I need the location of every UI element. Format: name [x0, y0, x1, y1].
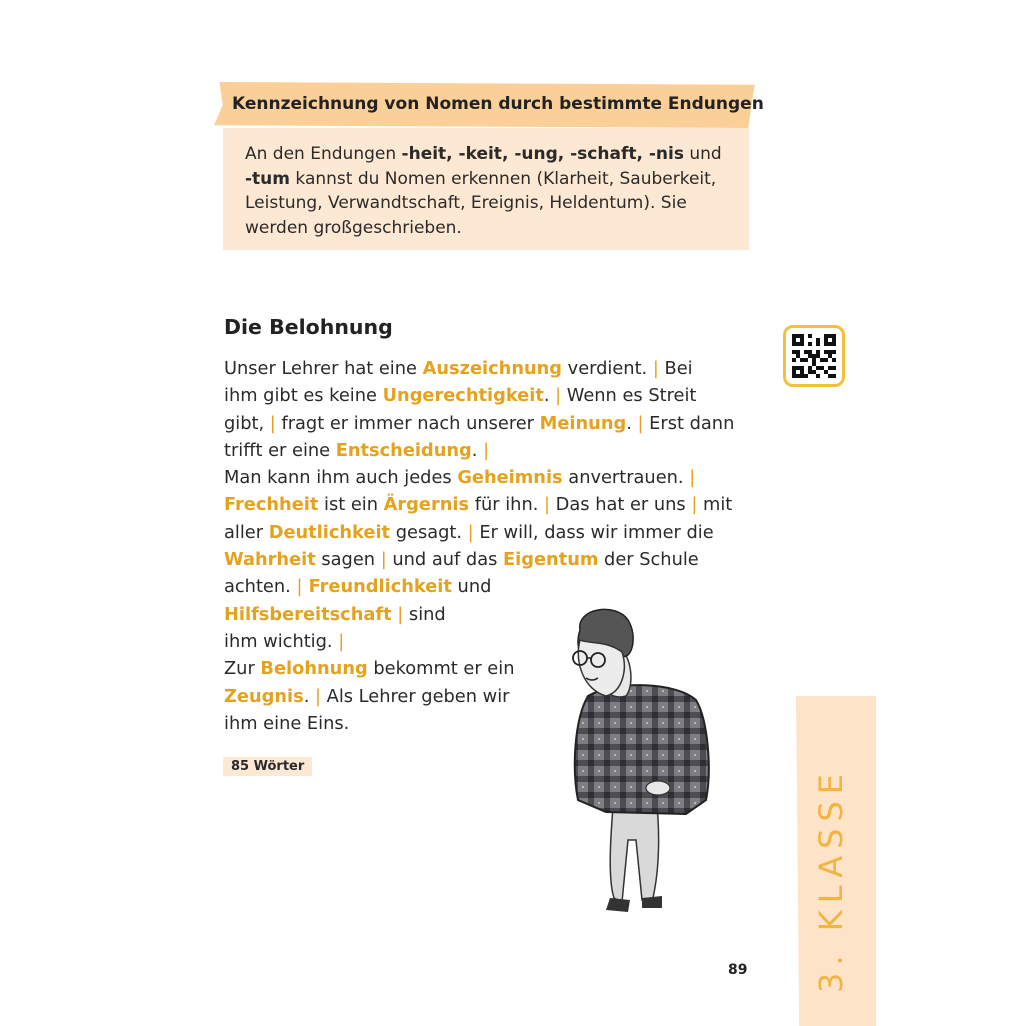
qr-code-pattern — [792, 334, 836, 378]
highlight-word: Belohnung — [260, 658, 368, 680]
story-line — [224, 437, 734, 464]
text: . — [471, 439, 484, 461]
separator: | — [397, 603, 404, 625]
separator: | — [467, 521, 474, 543]
text: Als Lehrer geben wir — [321, 685, 510, 707]
separator: | — [269, 412, 276, 434]
text: und auf das — [386, 549, 504, 571]
rule-text — [245, 142, 735, 240]
highlight-word: Wahrheit — [224, 549, 316, 571]
text: ihm eine Eins. — [224, 712, 350, 734]
text: mit — [697, 494, 733, 516]
story-line — [224, 519, 734, 546]
story-line — [224, 464, 734, 491]
text: sind — [403, 603, 446, 625]
grade-label: 3. KLASSE — [812, 767, 850, 993]
highlight-word: Hilfsbereitschaft — [224, 603, 392, 625]
text: sagen — [315, 549, 381, 571]
story-line — [224, 573, 734, 600]
highlight-word: Frechheit — [224, 494, 319, 516]
text: Das hat er uns — [550, 494, 692, 516]
text: Wenn es Streit — [561, 385, 697, 407]
text: der Schule — [598, 549, 699, 571]
highlight-word: Entscheidung — [335, 439, 472, 461]
text: und — [451, 576, 492, 598]
text: gesagt. — [390, 521, 468, 543]
separator: | — [315, 685, 321, 707]
text: ist ein — [318, 494, 384, 516]
text: ihm wichtig. — [224, 630, 339, 652]
text: für ihn. — [469, 494, 545, 516]
rule-text-rest-2: Leistung, Verwandtschaft, Ereignis, Heldentum). Sie — [245, 193, 687, 213]
separator: | — [296, 576, 303, 598]
text: Erst dann — [643, 412, 735, 434]
text: . — [543, 385, 556, 407]
highlight-word: Meinung — [539, 412, 627, 434]
story-line — [224, 491, 734, 518]
story-line — [224, 355, 734, 382]
qr-code-icon[interactable] — [783, 325, 845, 387]
highlight-word: Auszeichnung — [422, 358, 563, 379]
text: fragt er immer nach unserer — [275, 412, 540, 434]
text: Man kann ihm auch jedes — [224, 467, 458, 489]
separator: | — [483, 439, 490, 461]
page-number: 89 — [728, 962, 748, 978]
highlight-word: Ungerechtigkeit — [382, 385, 544, 407]
text: verdient. — [562, 358, 653, 379]
text: . — [626, 412, 638, 434]
text: achten. — [224, 576, 297, 598]
story-line — [224, 382, 734, 409]
word-count-badge: 85 Wörter — [223, 757, 312, 776]
story-line — [224, 546, 734, 573]
separator: | — [637, 412, 644, 434]
text: Er will, dass wir immer die — [473, 521, 714, 543]
text: Bei — [658, 358, 693, 379]
rule-text-and: und — [683, 144, 722, 164]
text: anvertrauen. — [562, 467, 690, 489]
highlight-word: Deutlichkeit — [268, 521, 391, 543]
text: ihm gibt es keine — [224, 385, 383, 407]
text: aller — [224, 521, 269, 543]
separator: | — [380, 549, 387, 571]
text: trifft er eine — [224, 439, 336, 461]
separator: | — [555, 385, 562, 407]
rule-text-lead: An den Endungen — [245, 144, 402, 164]
rule-endings-1: -heit, -keit, -ung, -schaft, -nis — [401, 144, 684, 164]
highlight-word: Geheimnis — [457, 467, 563, 489]
text: Unser Lehrer hat eine — [224, 358, 423, 379]
highlight-word: Zeugnis — [224, 685, 304, 707]
text: Zur — [224, 658, 261, 680]
story-title: Die Belohnung — [224, 315, 393, 339]
text: gibt, — [224, 412, 270, 434]
rule-text-rest-3: werden großgeschrieben. — [245, 217, 462, 238]
rule-endings-2: -tum — [245, 168, 290, 189]
separator: | — [691, 494, 698, 516]
separator: | — [338, 630, 345, 652]
text: . — [303, 685, 315, 707]
separator: | — [544, 494, 551, 516]
rule-text-rest-1: kannst du Nomen erkennen (Klarheit, Sauberkeit, — [290, 168, 717, 189]
highlight-word: Eigentum — [503, 549, 599, 571]
rule-title: Kennzeichnung von Nomen durch bestimmte Endungen — [232, 94, 764, 114]
highlight-word: Ärgernis — [383, 494, 470, 516]
text: bekommt er ein — [367, 658, 515, 680]
highlight-word: Freundlichkeit — [302, 576, 452, 598]
separator: | — [689, 467, 696, 489]
separator: | — [652, 358, 659, 379]
teacher-illustration — [556, 600, 716, 915]
story-line — [224, 410, 734, 437]
